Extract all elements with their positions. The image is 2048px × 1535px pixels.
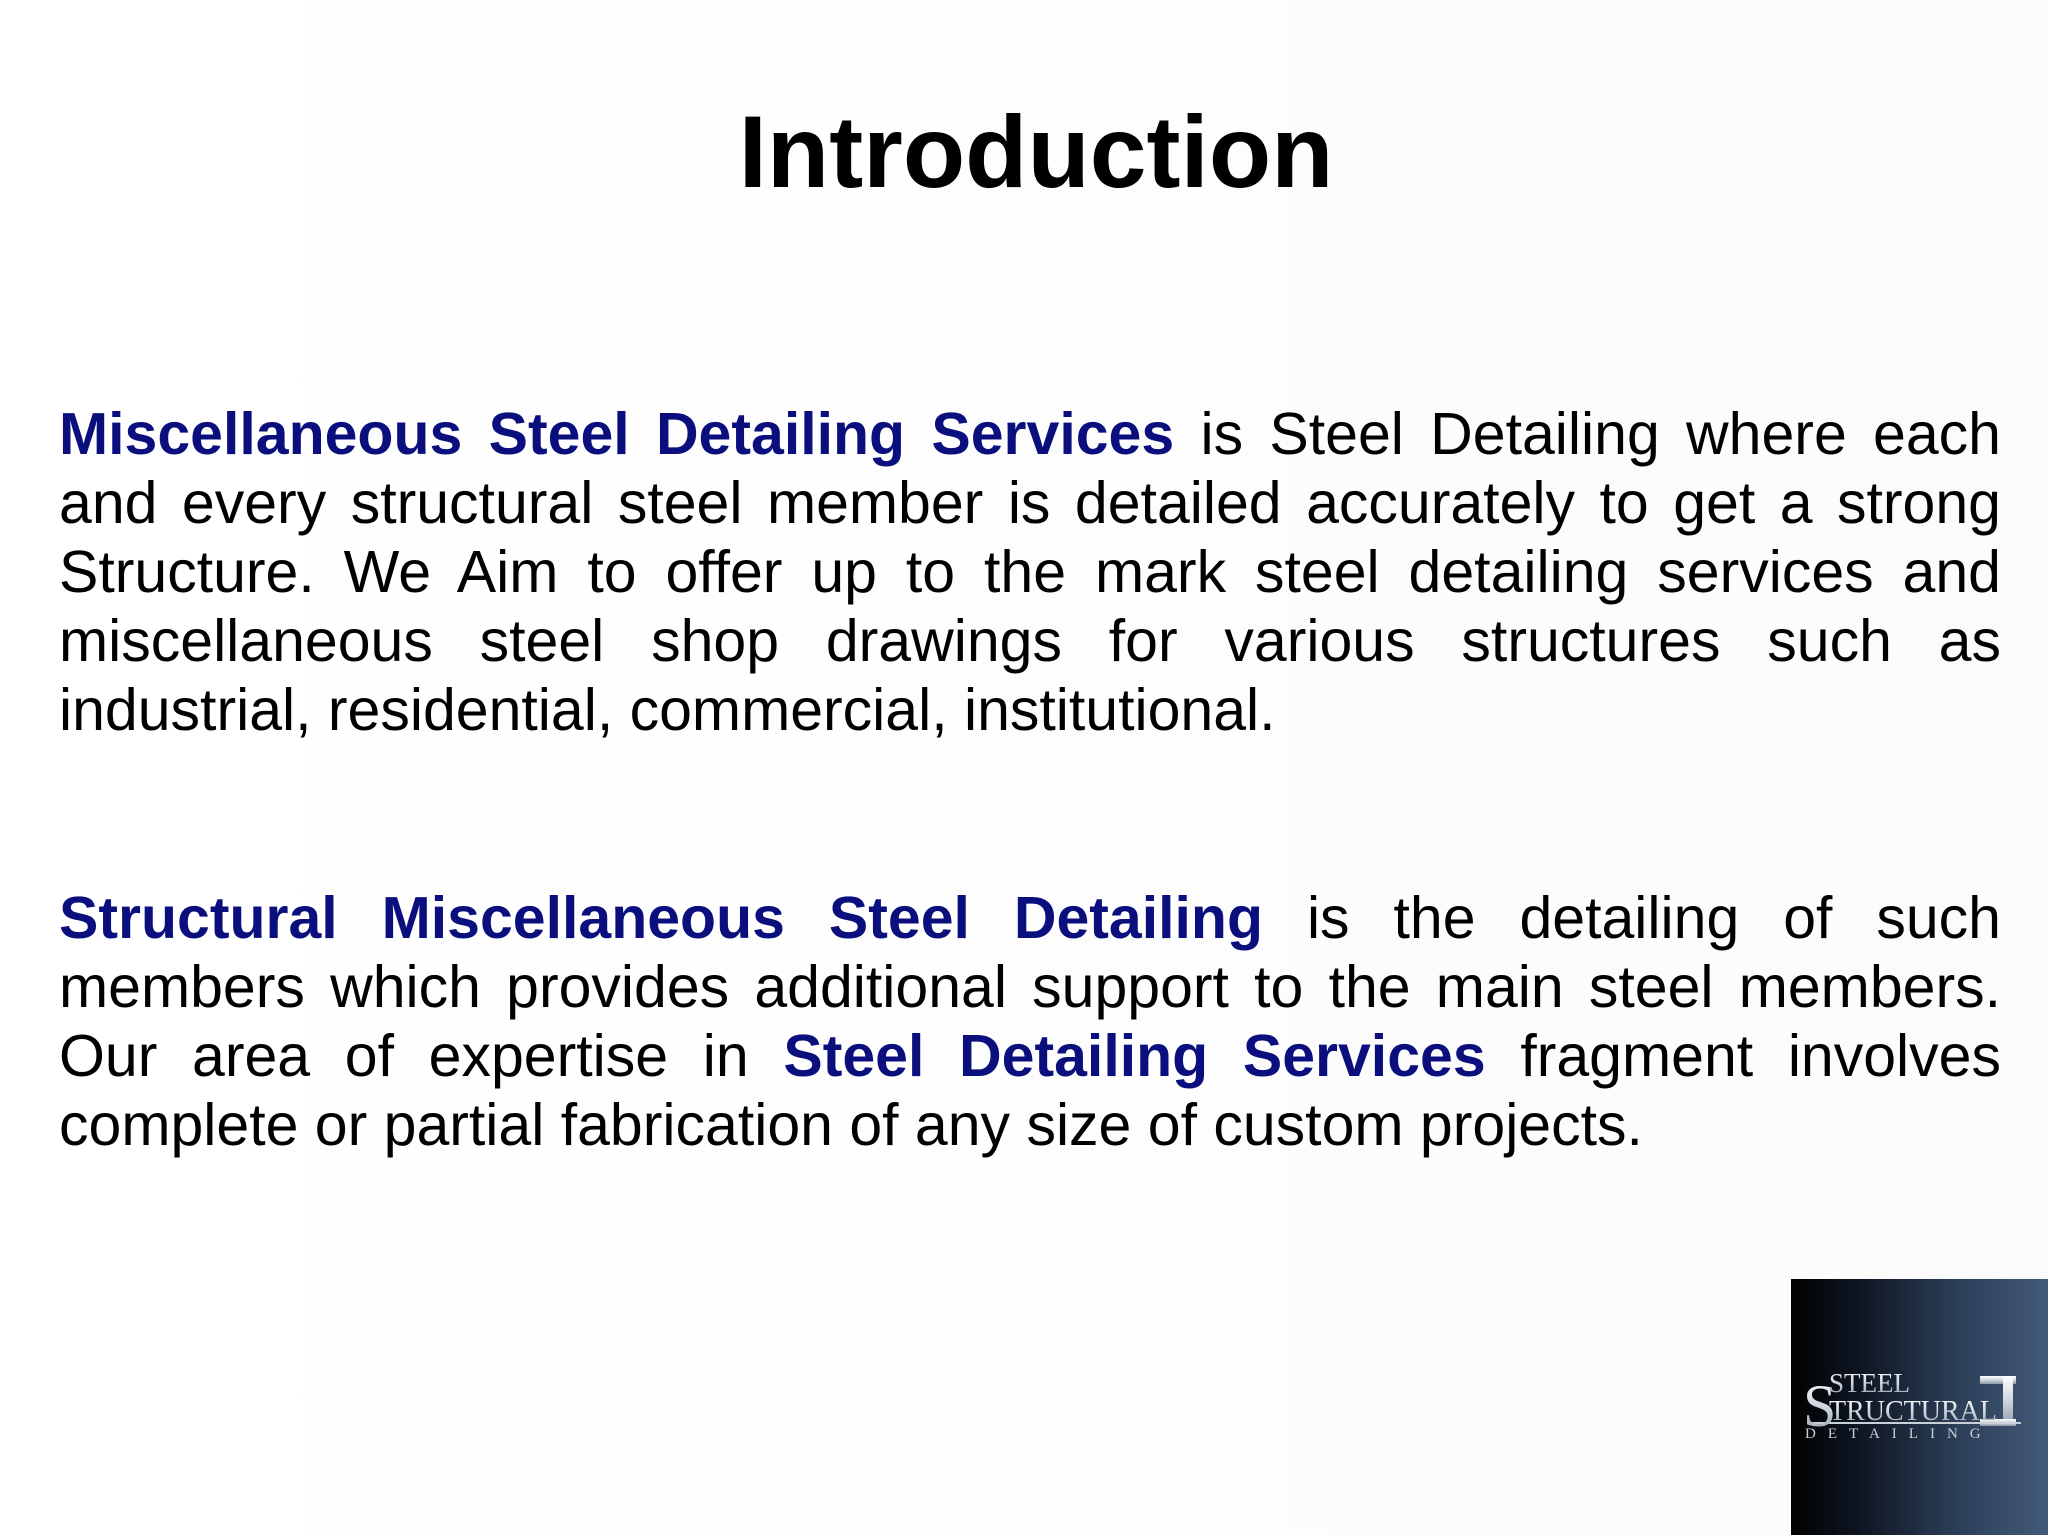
paragraph1-body: is Steel Detailing where each and every structural steel member is detailed accurately to get a strong Structure. We Aim to offer up to the mark steel detailing services and miscellaneous steel shop drawings for various structures such as industrial, residential, commercial, institutional. bbox=[59, 401, 2001, 743]
steel-structural-logo-icon bbox=[1791, 1279, 2048, 1535]
paragraph-misc-steel-detailing bbox=[59, 400, 2001, 745]
paragraph2-body-part2: fragment involves complete or partial fabrication of any size of custom projects. bbox=[59, 1023, 2001, 1158]
highlight-misc-steel-detailing-services: Miscellaneous Steel Detailing Services bbox=[59, 401, 1175, 467]
company-logo bbox=[1791, 1279, 2048, 1535]
highlight-structural-misc-steel-detailing: Structural Miscellaneous Steel Detailing bbox=[59, 885, 1263, 951]
logo-text-detailing: DETAILING bbox=[1805, 1426, 1993, 1442]
paragraph2-body-part1: is the detailing of such members which provides additional support to the main steel members. Our area of expertise in bbox=[59, 885, 2001, 1089]
highlight-steel-detailing-services: Steel Detailing Services bbox=[783, 1023, 1486, 1089]
slide-title: Introduction bbox=[738, 95, 1334, 209]
logo-text-steel: STEEL bbox=[1829, 1368, 1910, 1398]
logo-text-structural: TRUCTURAL bbox=[1829, 1396, 1997, 1427]
logo-letter-s: S bbox=[1803, 1373, 1837, 1439]
paragraph-structural-misc-steel bbox=[59, 884, 2001, 1160]
